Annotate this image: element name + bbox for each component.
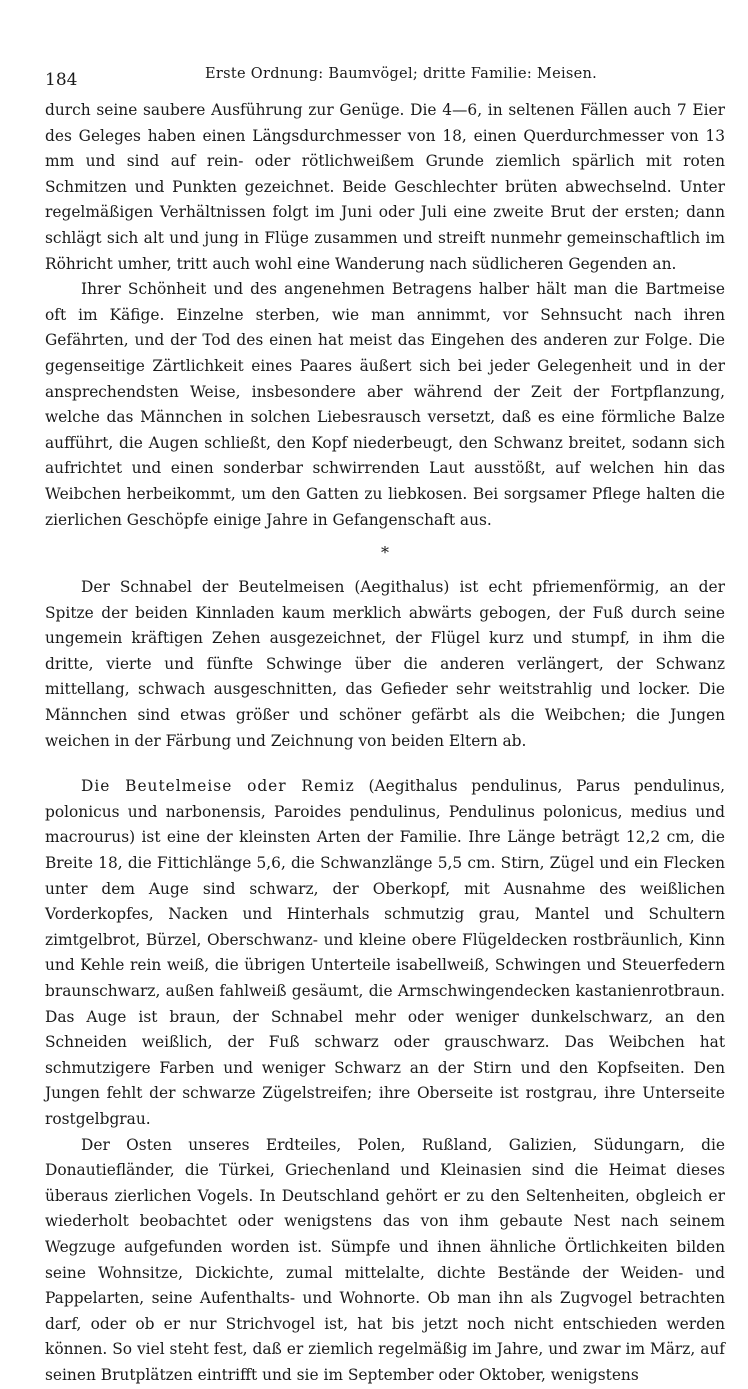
species-description-text: (Aegithalus pendulinus, Parus pendulinus, polonicus und narbonensis, Paroides pendulinus, Pendulinus polonicus, medius und macrourus) ist eine der kleinsten Arten der Familie. Ihre Länge beträgt 12,2 cm, die Breite 18, die Fittichlänge 5,6, die Schwanzlänge 5,5 cm. Stirn, Zügel und ein Flecken unter dem Auge sind schwarz, der Oberkopf, mit Ausnahme des weißlichen Vorderkopfes, Nacken und Hinterhals schmutzig grau, Mantel und Schultern zimtgelbrot, Bürzel, Oberschwanz- und kleine obere Flügeldecken rostbräunlich, Kinn und Kehle rein weiß, die übrigen Unterteile isabellweiß, Schwingen und Steuerfedern braunschwarz, außen fahlweiß gesäumt, die Armschwingendecken kastanienrotbraun. Das Auge ist braun, der Schnabel mehr oder weniger dunkelschwarz, an den Schneiden weißlich, der Fuß schwarz oder grauschwarz. Das Weibchen hat schmutzigere Farben und weniger Schwarz an der Stirn und den Kopfseiten. Den Jungen fehlt der schwarze Zügelstreifen; ihre Oberseite ist rostgrau, ihre Unterseite rostgelbgrau. <box>45 777 725 1128</box>
paragraph-distribution: Der Osten unseres Erdteiles, Polen, Rußland, Galizien, Südungarn, die Donautiefländer, die Türkei, Griechenland und Kleinasien sind die Heimat dieses überaus zierlichen Vogels. In Deutschland gehört er zu den Seltenheiten, obgleich er wiederholt beobachtet oder wenigstens das von ihm gebaute Nest nach seinem Wegzuge aufgefunden worden ist. Sümpfe und ihnen ähnliche Örtlichkeiten bilden seine Wohnsitze, Dickichte, zumal mittelalte, dichte Bestände der Weiden- und Pappelarten, seine Aufenthalts- und Wohnorte. Ob man ihn als Zugvogel betrachten darf, oder ob er nur Strichvogel ist, hat bis jetzt noch nicht entschieden werden können. So viel steht fest, daß er ziemlich regelmäßig im Jahre, und zwar im März, auf seinen Brutplätzen eintrifft und sie im September oder Oktober, wenigstens <box>45 1135 725 1384</box>
page-header <box>45 58 725 98</box>
book-page <box>45 58 725 1389</box>
paragraph-species-description <box>45 774 725 1132</box>
body-text <box>45 98 725 1389</box>
species-name: Die Beutelmeise oder Remiz <box>81 777 355 796</box>
running-head: Erste Ordnung: Baumvögel; dritte Familie: Meisen. <box>205 66 598 82</box>
paragraph-genus-description: Der Schnabel der Beutelmeisen (Aegithalus) ist echt pfriemenförmig, an der Spitze der beiden Kinnladen kaum merklich abwärts gebogen, der Fuß durch seine ungemein kräftigen Zehen ausgezeichnet, der Flügel kurz und stumpf, in ihm die dritte, vierte und fünfte Schwinge über die anderen verlängert, der Schwanz mittellang, schwach ausgeschnitten, das Gefieder sehr weitstrahlig und locker. Die Männchen sind etwas größer und schöner gefärbt als die Weibchen; die Jungen weichen in der Färbung und Zeichnung von beiden Eltern ab. <box>45 578 725 750</box>
paragraph-continuation: durch seine saubere Ausführung zur Genüge. Die 4—6, in seltenen Fällen auch 7 Eier des Geleges haben einen Längsdurchmesser von 18, einen Querdurchmesser von 13 mm und sind auf rein- oder rötlichweißem Grunde ziemlich spärlich mit roten Schmitzen und Punkten gezeichnet. Beide Geschlechter brüten abwechselnd. Unter regelmäßigen Verhältnissen folgt im Juni oder Juli eine zweite Brut der ersten; dann schlägt sich alt und jung in Flüge zusammen und streift nunmehr gemeinschaftlich im Röhricht umher, tritt auch wohl eine Wanderung nach südlicheren Gegenden an. <box>45 101 725 273</box>
paragraph-captivity: Ihrer Schönheit und des angenehmen Betragens halber hält man die Bartmeise oft im Käfige. Einzelne sterben, wie man annimmt, vor Sehnsucht nach ihren Gefährten, und der Tod des einen hat meist das Eingehen des anderen zur Folge. Die gegenseitige Zärtlichkeit eines Paares äußert sich bei jeder Gelegenheit und in der ansprechendsten Weise, insbesondere aber während der Zeit der Fortpflanzung, welche das Männchen in solchen Liebesrausch versetzt, daß es eine förmliche Balze aufführt, die Augen schließt, den Kopf niederbeugt, den Schwanz breitet, sodann sich aufrichtet und einen sonderbar schwirrenden Laut ausstößt, auf welchen hin das Weibchen herbeikommt, um den Gatten zu liebkosen. Bei sorgsamer Pflege halten die zierlichen Geschöpfe einige Jahre in Gefangenschaft aus. <box>45 280 725 529</box>
section-separator: * <box>381 543 389 563</box>
page-number: 184 <box>45 70 78 90</box>
